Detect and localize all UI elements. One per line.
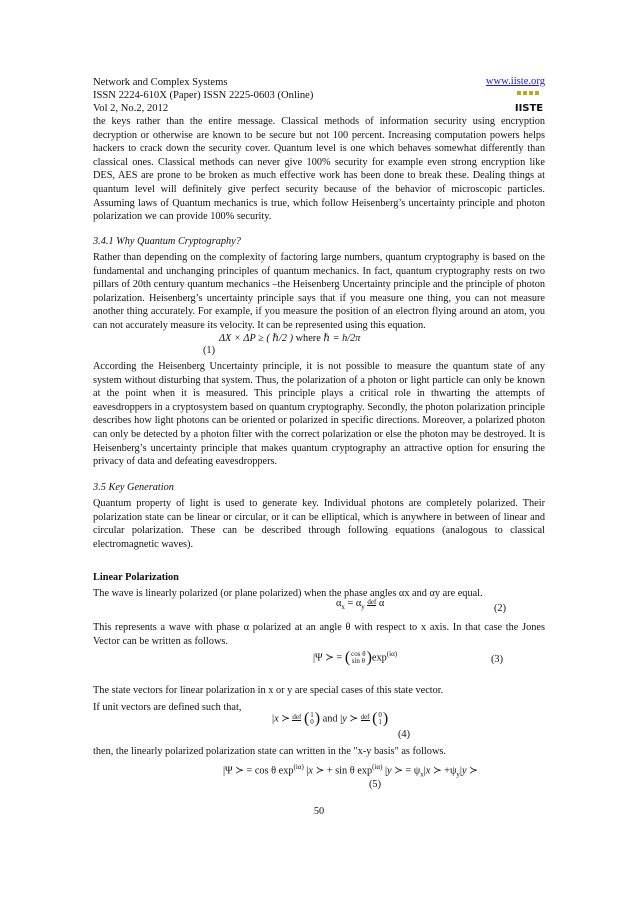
iiste-logo-icon: [514, 91, 544, 115]
equation-1-rhs: ℏ = h/2π: [323, 333, 361, 344]
equation-1: [219, 332, 360, 344]
equation-3: |Ψ ≻ = ( cos θ sin θ ) $\exp^{(i\alpha)}$: [313, 649, 398, 667]
paragraph-intro: the keys rather than the entire message. Classical methods of information security using encryption decryption or otherwise are known to be secure but not 100 percent. Increasing computation powers helps hackers to crack down the security cover. Quantum level is one which behaves somewhat differently than classical ones. Classical methods can never give 100% security for example even strong encryption like DES, AES are prone to be broken as much effective work has been done to break these. Dealing things at quantum level will definitely give perfect security because of the behavior of microscopic particles. Assuming laws of Quantum mechanics is true, which follow Heisenberg’s uncertainty principle and photon polarization we can provide 100% security.: [93, 116, 545, 223]
section-heading-3-4-1: 3.4.1 Why Quantum Cryptography?: [93, 236, 241, 247]
equation-2: $\alpha_x = \alpha_y$ def α: [336, 598, 385, 612]
equation-3-number: (3): [491, 654, 504, 665]
paragraph-state-vectors: The state vectors for linear polarization in x or y are special cases of this state vector.: [93, 685, 444, 696]
volume-line: Vol 2, No.2, 2012: [93, 103, 169, 114]
section-heading-3-5: 3.5 Key Generation: [93, 482, 174, 493]
journal-url-link[interactable]: www.iiste.org: [485, 76, 545, 87]
equation-5: |Ψ ≻ = cos θ $\exp^{(i\alpha)} |x$ ≻ + sin θ $\exp^{(i\alpha)} |y$ ≻ = $\psi_x|x$ ≻ $+\psi_y|y$ ≻: [223, 763, 478, 779]
paragraph-key-generation: Quantum property of light is used to generate key. Individual photons are completely polarized. Their polarization state can be linear or circular, or it can be elliptical, which is anywhere in between of linear and circular polarization. These can be described through following equations (analogous to classical electromagnetic waves).: [93, 498, 545, 550]
equation-4-number: (4): [398, 729, 411, 740]
paragraph-heisenberg: According the Heisenberg Uncertainty principle, it is not possible to measure the quantum state of any system without disturbing that system. Thus, the polarization of a photon or light particle can only be known at the point when it is measured. This principle plays a critical role in thwarting the attempts of eavesdroppers in a cryptosystem based on quantum cryptography. Secondly, the photon polarization principle describes how light photons can be oriented or polarized in specific directions. Moreover, a polarized photon can only be detected by a photon filter with the correct polarization or else the photon may be destroyed. It is Heisenberg’s uncertainty principle that makes quantum cryptography an attractive option for ensuring the privacy of data and defeating eavesdroppers.: [93, 361, 545, 468]
issn-line: ISSN 2224-610X (Paper) ISSN 2225-0603 (Online): [93, 90, 314, 101]
equation-4: |x ≻ def ( 1 0 ) and |y ≻ def ( 0 1 ): [272, 710, 389, 727]
equation-1-lhs: ΔX × ΔP ≥ ( ℏ/2 ): [219, 333, 294, 344]
paragraph-jones-vector: This represents a wave with phase α polarized at an angle θ with respect to x axis. In that case the Jones Vector can be written as follows.: [93, 622, 545, 647]
journal-name: Network and Complex Systems: [93, 77, 228, 88]
equation-1-number: (1): [203, 345, 216, 356]
equation-4-and: and: [322, 713, 338, 725]
subheading-linear-polarization: Linear Polarization: [93, 572, 179, 583]
logo-text: IISTE: [514, 103, 544, 114]
paragraph-linear-polarized: The wave is linearly polarized (or plane polarized) when the phase angles αx and αy are equal.: [93, 588, 483, 599]
paragraph-unit-vectors: If unit vectors are defined such that,: [93, 702, 242, 713]
equation-2-number: (2): [494, 603, 507, 614]
paragraph-xy-basis: then, the linearly polarized polarization state can written in the "x-y basis" as follows.: [93, 746, 446, 757]
paragraph-why-quantum: Rather than depending on the complexity of factoring large numbers, quantum cryptography is based on the fundamental and unchanging principles of quantum mechanics. In fact, quantum cryptography rests on two pillars of 20th century quantum mechanics –the Heisenberg Uncertainty principle and the principle of photon polarization. Heisenberg’s uncertainty principle says that if you measure one thing, you can not measure another thing accurately. For example, if you measure the position of an electron flying around an atom, you can not accurately measure its velocity. It can be represented using this equation.: [93, 252, 545, 331]
page-number: 50: [313, 806, 325, 817]
equation-5-number: (5): [369, 779, 382, 790]
equation-1-where: where: [295, 333, 321, 344]
